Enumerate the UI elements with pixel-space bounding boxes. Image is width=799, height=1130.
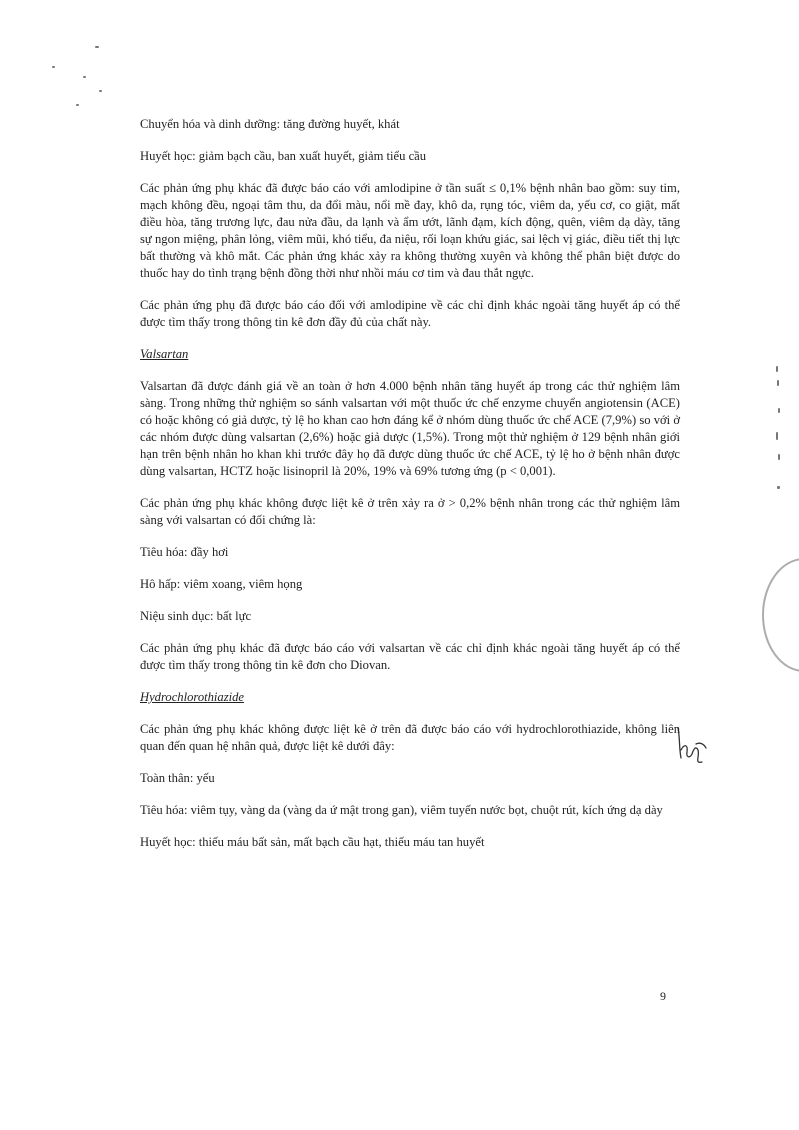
scan-mark xyxy=(83,76,86,78)
section-heading: Valsartan xyxy=(140,347,189,361)
paragraph: Các phản ứng phụ khác không được liệt kê ở trên xảy ra ở > 0,2% bệnh nhân trong các thử nghiệm lâm sàng với valsartan có đối chứng là: xyxy=(140,496,680,527)
paragraph: Tiêu hóa: viêm tụy, vàng da (vàng da ứ mật trong gan), viêm tuyến nước bọt, chuột rút, kích ứng dạ dày xyxy=(140,803,663,817)
scan-mark xyxy=(99,90,102,92)
paragraph: Các phản ứng phụ khác đã được báo cáo với amlodipine ở tần suất ≤ 0,1% bệnh nhân bao gồm: suy tim, mạch không đều, ngoại tâm thu, da đổi màu, nổi mề đay, khô da, rụng tóc, viêm da, yếu cơ, co giật, mất điều hòa, tăng trương lực, đau nửa đầu, da lạnh và ẩm ướt, lãnh đạm, kích động, quên, viêm dạ dày, tăng sự ngon miệng, phân lỏng, viêm mũi, khó tiểu, đa niệu, rối loạn khứu giác, sai lệch vị giác, điều tiết thị lực bất thường và khô mắt. Các phản ứng khác xảy ra không thường xuyên và không thể phân biệt được do thuốc hay do tình trạng bệnh đồng thời như nhồi máu cơ tim và đau thắt ngực. xyxy=(140,181,680,280)
paragraph: Các phản ứng phụ khác không được liệt kê ở trên đã được báo cáo với hydrochlorothiazide, không liên quan đến quan hệ nhân quả, được liệt kê dưới đây: xyxy=(140,722,680,753)
scan-mark xyxy=(778,408,780,413)
section-heading: Hydrochlorothiazide xyxy=(140,690,245,704)
paragraph: Các phản ứng phụ khác đã được báo cáo với valsartan về các chỉ định khác ngoài tăng huyết áp có thể được tìm thấy trong thông tin kê đơn cho Diovan. xyxy=(140,641,680,672)
paragraph: Toàn thân: yếu xyxy=(140,771,215,785)
paragraph: Huyết học: thiếu máu bất sản, mất bạch cầu hạt, thiếu máu tan huyết xyxy=(140,835,485,849)
paragraph: Huyết học: giảm bạch cầu, ban xuất huyết, giảm tiểu cầu xyxy=(140,149,427,163)
scan-mark xyxy=(777,380,779,386)
paragraph: Niệu sinh dục: bất lực xyxy=(140,609,252,623)
paragraph: Hô hấp: viêm xoang, viêm họng xyxy=(140,577,303,591)
paragraph: Tiêu hóa: đầy hơi xyxy=(140,545,229,559)
scan-mark xyxy=(777,486,780,489)
document-body xyxy=(140,116,680,866)
scan-mark xyxy=(52,66,55,68)
stamp-edge xyxy=(762,558,799,672)
scan-mark xyxy=(95,46,99,48)
scan-mark xyxy=(76,104,79,106)
scan-mark xyxy=(776,366,778,372)
paragraph: Các phản ứng phụ đã được báo cáo đối với amlodipine về các chỉ định khác ngoài tăng huyết áp có thể được tìm thấy trong thông tin kê đơn đầy đủ của chất này. xyxy=(140,298,680,329)
page-number: 9 xyxy=(660,989,666,1003)
scan-mark xyxy=(778,454,780,460)
scan-mark xyxy=(776,432,778,440)
paragraph: Chuyển hóa và dinh dưỡng: tăng đường huyết, khát xyxy=(140,117,400,131)
paragraph: Valsartan đã được đánh giá về an toàn ở hơn 4.000 bệnh nhân tăng huyết áp trong các thử nghiệm lâm sàng. Trong những thử nghiệm so sánh valsartan với một thuốc ức chế enzyme chuyển angiotensin (ACE) có hoặc không có giả dược, tỷ lệ ho khan cao hơn đáng kể ở nhóm dùng thuốc ức chế ACE (7,9%) so với ở các nhóm được dùng valsartan (2,6%) hoặc giả dược (1,5%). Trong một thử nghiệm ở 129 bệnh nhân giới hạn trên bệnh nhân ho khan khi trước đây họ đã được dùng thuốc ức chế ACE, tỷ lệ ho ở bệnh nhân được dùng valsartan, HCTZ hoặc lisinopril là 20%, 19% và 69% tương ứng (p < 0,001). xyxy=(140,379,680,478)
